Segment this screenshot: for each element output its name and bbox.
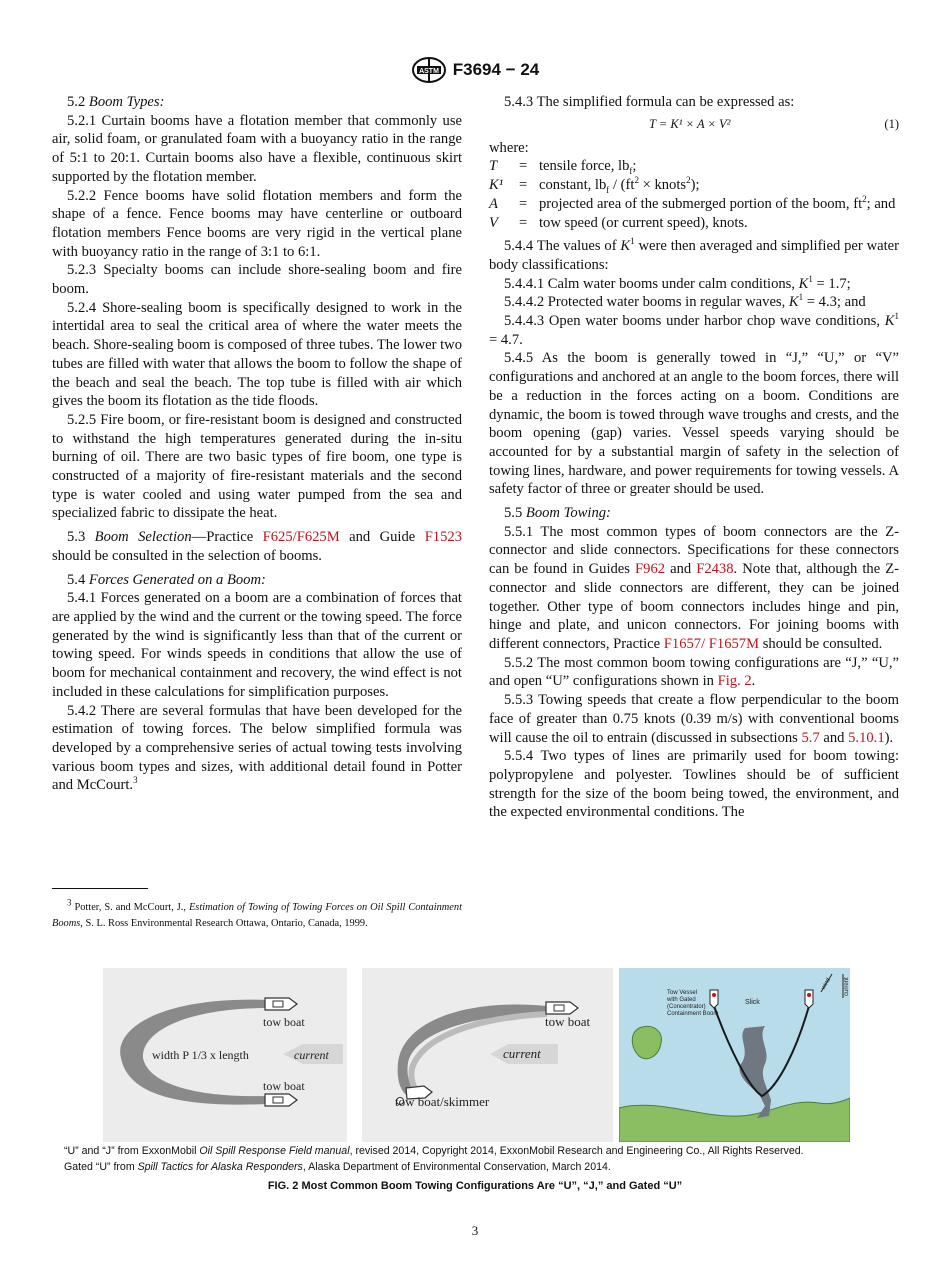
para-5-2-2: 5.2.2 Fence booms have solid flotation members and form the shape of a fence. Fence booms may have centerline or outboard flotation members Fence booms are very rigid in the vertical plane with buoyancy ratio in the range of 3:1 to 6:1.	[52, 187, 462, 260]
gated-label-line4: Containment Boom	[667, 1011, 719, 1017]
ref-f2438[interactable]: F2438	[696, 561, 734, 578]
j-skimmer-label: tow boat/skimmer	[395, 1094, 490, 1109]
equation-1	[489, 113, 899, 135]
footnote-3: $^3$ Potter, S. and McCourt, J., Estimation of Towing of Towing Forces on Oil Spill Containment Booms, S. L. Ross Environmental Research Ottawa, Ontario, Canada, 1999.	[52, 897, 462, 929]
u-tow-boat-top-label: tow boat	[263, 1015, 305, 1029]
where-row-v: V = tow speed (or current speed), knots.	[489, 214, 748, 231]
para-5-4-4-3: 5.4.4.3 Open water booms under harbor chop wave conditions, $K^1 = 4.7$.	[489, 311, 899, 348]
para-5-5-4: 5.5.4 Two types of lines are primarily used for boom towing: polypropylene and polyester. Towlines should be of sufficient strength for the size of the boom being towed, the environment, and the expected environmental conditions. The	[489, 748, 899, 821]
u-tow-boat-bottom-label: tow boat	[263, 1079, 305, 1093]
gated-tow-vessel-left-icon	[710, 990, 718, 1008]
page-number: 3	[471, 1223, 479, 1238]
u-current-label: current	[294, 1048, 329, 1062]
para-5-5-2: 5.5.2 The most common boom towing configurations are “J,” “U,” and open “U” configurations shown in Fig. 2.	[489, 654, 899, 690]
ref-f625[interactable]: F625/F625M	[262, 529, 340, 546]
equation-number: (1)	[884, 116, 899, 131]
j-tow-boat-icon	[546, 1002, 578, 1014]
wind-label: wind	[820, 977, 832, 991]
equation-expression: T = K¹ × A × V²	[649, 116, 731, 131]
figure-credit-line-1: “U” and “J” from ExxonMobil Oil Spill Response Field manual, revised 2014, Copyright 2014, ExxonMobil Research and Engineering Co., All Rights Reserved.	[64, 1145, 804, 1157]
standard-designation: F3694 − 24	[452, 60, 540, 79]
para-5-4-3: 5.4.3 The simplified formula can be expressed as:	[504, 94, 795, 110]
ref-f1657[interactable]: F1657/ F1657M	[663, 635, 760, 652]
para-5-2-1: 5.2.1 Curtain booms have a flotation member that commonly use air, solid foam, or granulated foam with a buoyancy ratio in the range of 5:1 to 20:1. Curtain booms also have a flexible, continuous skirt supported by the flotation member.	[52, 112, 462, 185]
figure-u-configuration	[103, 968, 347, 1142]
current-label: current	[844, 977, 850, 996]
j-current-label: current	[503, 1046, 541, 1061]
para-5-4-4-1: 5.4.4.1 Calm water booms under calm conditions, $K^1 = 1.7$;	[504, 273, 851, 292]
figure-credit-line-2: Gated “U” from Spill Tactics for Alaska Responders, Alaska Department of Environmental Conservation, March 2014.	[64, 1161, 611, 1173]
para-5-4-4: 5.4.4 The values of $K^1$ were then averaged and simplified per water body classifications:	[489, 236, 899, 273]
para-5-2-5: 5.2.5 Fire boom, or fire-resistant boom is designed and constructed to withstand the high temperatures generated during the in-situ burning of oil. There are two basic types of fire boom, one type is constructed of a majority of fire-resistant materials and the second type is water cooled and using water pumped from the sea and specialized fabric to dissipate the heat.	[52, 411, 462, 522]
section-5-5-heading: 5.5 Boom Towing:	[504, 505, 611, 522]
astm-logo-icon	[411, 56, 447, 84]
gated-label-line1: Tow Vessel	[667, 990, 698, 996]
para-5-4-2: 5.4.2 There are several formulas that have been developed for the estimation of towing forces. The below simplified formula was developed by a comprehensive series of actual towing tests involving various boom types and sizes, with additional detail found in Potter and McCourt.$^3$	[52, 702, 462, 794]
figure-caption: FIG. 2 Most Common Boom Towing Configurations Are “U”, “J,” and Gated “U”	[267, 1180, 683, 1192]
figure-j-configuration	[362, 968, 613, 1142]
left-column	[52, 93, 462, 795]
para-5-4-4-2: 5.4.4.2 Protected water booms in regular waves, $K^1 = 4.3$; and	[504, 292, 866, 311]
u-width-label: width P 1/3 x length	[152, 1048, 249, 1062]
section-5-2-heading: 5.2 Boom Types:	[67, 94, 165, 110]
tow-boat-bottom-icon	[265, 1094, 297, 1106]
ref-fig-2[interactable]: Fig. 2	[717, 673, 752, 690]
para-5-2-3: 5.2.3 Specialty booms can include shore-sealing boom and fire boom.	[52, 262, 462, 298]
page-header	[0, 56, 950, 84]
para-5-4-5: 5.4.5 As the boom is generally towed in “J,” “U,” or “V” configurations and anchored at an angle to the boom forces, there will be a reduction in the forces acting on a boom. Conditions are dynamic, the boom is towed through wave troughs and crests, and the boom opening (gap) varies. Vessel speeds varying should be accounted for by a substantial margin of safety in the selection of towing lines, hardware, and power requirements for towing vessels. A safety factor of three or greater should be used.	[489, 350, 899, 498]
para-5-5-1: 5.5.1 The most common types of boom connectors are the Z-connector and slide connectors. Specifications for these connectors can be found in Guides F962 and F2438. Note that, although the Z-connector and slide connectors are different, they can be joined together. Other type of boom connectors includes hinge and pin, hinge and plate, and unicon connectors. For joining booms with different connectors, Practice F1657/ F1657M should be consulted.	[489, 523, 900, 652]
shoreline-shape	[619, 1098, 850, 1142]
island-shape	[632, 1026, 661, 1058]
tow-boat-top-icon	[265, 998, 297, 1010]
ref-5-10-1[interactable]: 5.10.1	[848, 729, 885, 746]
j-tow-boat-label: tow boat	[545, 1014, 591, 1029]
para-5-2-4: 5.2.4 Shore-sealing boom is specifically designed to work in the intertidal area to seal the critical area of where the water meets the beach. Shore-sealing boom is composed of three tubes. The lower two tubes are filled with water that allows the boom to follow the shape of the beach and seal the beach. The top tube is filled with air which gives the boom its flotation as the tide floods.	[52, 299, 462, 410]
where-label: where:	[489, 139, 529, 156]
ref-f1523[interactable]: F1523	[424, 529, 462, 546]
para-5-3: 5.3 Boom Selection—Practice F625/F625M and Guide F1523 should be consulted in the selection of booms.	[52, 529, 462, 564]
para-5-5-3: 5.5.3 Towing speeds that create a flow perpendicular to the boom face of greater than 0.75 knots (0.39 m/s) with conventional booms will cause the oil to entrain (discussed in subsections 5.7 and 5.10.1).	[489, 692, 899, 746]
footnote-divider	[52, 888, 148, 889]
where-row-k: K¹ = constant, $lb_f / (ft^2$ × knots$^2$);	[489, 175, 700, 196]
where-row-a: A = projected area of the submerged portion of the boom, $ft^2$; and	[489, 193, 896, 212]
svg-text:ASTM: ASTM	[418, 68, 439, 75]
ref-f962[interactable]: F962	[635, 561, 666, 578]
ref-5-7[interactable]: 5.7	[801, 729, 820, 746]
slick-label: Slick	[745, 999, 760, 1006]
para-5-4-1: 5.4.1 Forces generated on a boom are a combination of forces that are applied by the wind and the current or the towing speed. The force generated by the wind is significantly less than that of the current or towing speed. For winds speeds in conditions that allow the use of boom for mechanical containment and recovery, the wind effect is not included in these calculations for simplification purposes.	[52, 590, 462, 700]
gated-label-line3: (Concentrator)	[667, 1004, 706, 1010]
right-column	[489, 93, 899, 822]
gated-label-line2: with Gated	[667, 997, 696, 1003]
section-5-4-heading: 5.4 Forces Generated on a Boom:	[67, 571, 266, 588]
figure-gated-u-map	[619, 968, 850, 1142]
footnote-ref[interactable]: 3	[133, 775, 138, 786]
gated-tow-vessel-right-icon	[805, 990, 813, 1008]
where-row-t: T = tensile force, $lb_f$;	[489, 158, 637, 177]
